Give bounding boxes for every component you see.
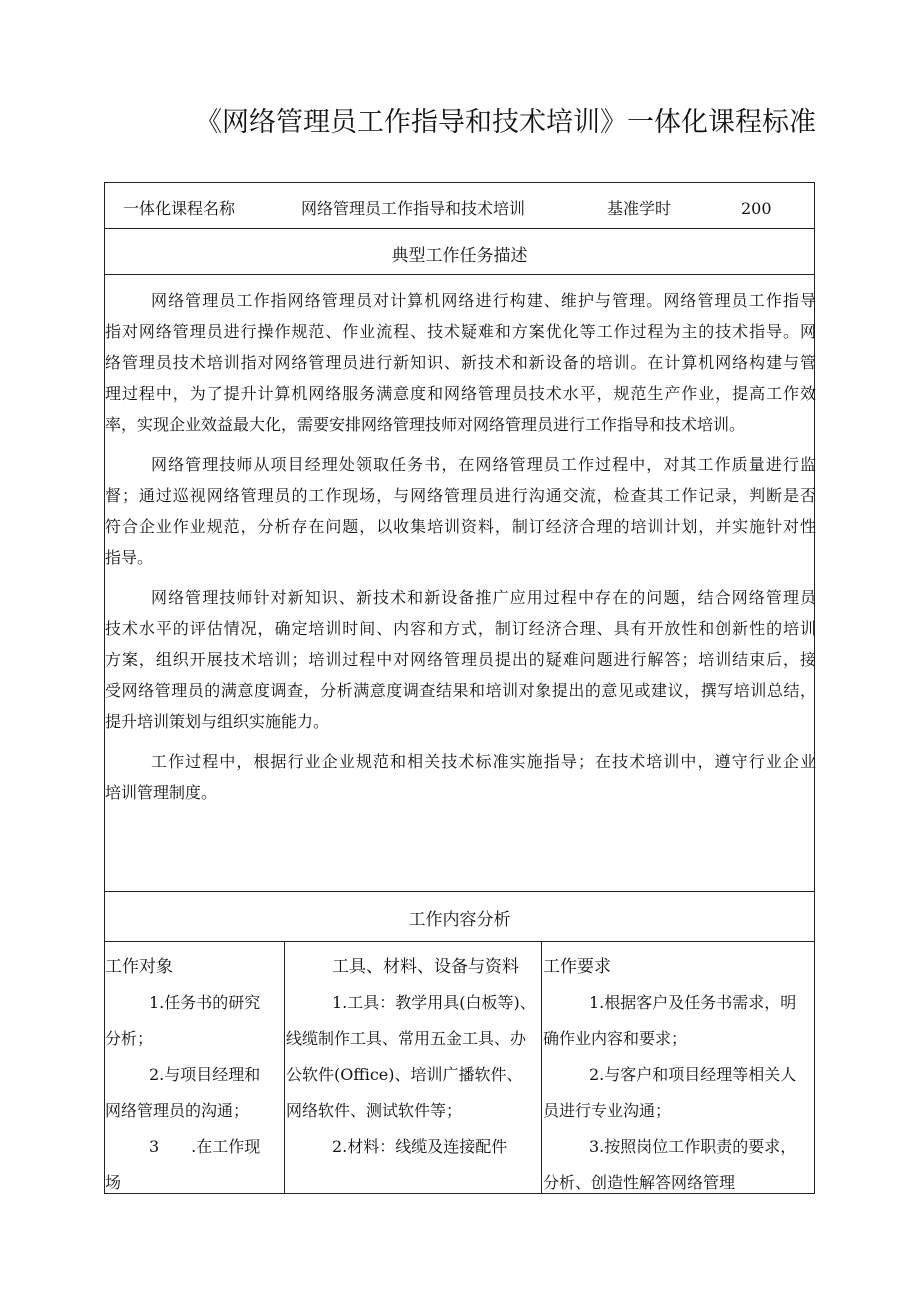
paragraph-1: 网络管理员工作指网络管理员对计算机网络进行构建、维护与管理。网络管理员工作指导 指对网络管理员进行操作规范、作业流程、技术疑难和方案优化等工作过程为主的技术指导。网 络管理员技术培训指对网络管理员进行新知识、新技术和新设备的培训。在计算机网络构建与管 理过程中，为了提升计算机网络服务满意度和网络管理员技术水平，规范生产作业，提高工作效 率，实现企业效益最大化，需要安排网络管理技师对网络管理员进行工作指导和技术培训。	[105, 291, 816, 434]
analysis-section-title: 工作内容分析	[408, 910, 511, 930]
row-divider	[105, 228, 814, 229]
paragraph-2: 网络管理技师从项目经理处领取任务书，在网络管理员工作过程中，对其工作质量进行监 督；通过巡视网络管理员的工作现场，与网络管理员进行沟通交流，检查其工作记录，判断是否 符合企业作业规范，分析存在问题，以收集培训资料，制订经济合理的培训计划，并实施针对性 指导。	[105, 455, 816, 567]
paragraph-4: 工作过程中，根据行业企业规范和相关技术标准实施指导；在技术培训中，遵守行业企业 培训管理制度。	[105, 752, 816, 802]
column-divider	[284, 941, 285, 1193]
hours-label: 基准学时	[607, 199, 672, 218]
task-description	[105, 285, 816, 808]
course-name-label: 一体化课程名称	[123, 199, 236, 218]
task-section-title: 典型工作任务描述	[391, 246, 528, 266]
document-title: 《网络管理员工作指导和技术培训》一体化课程标准	[195, 107, 816, 138]
course-standard-table	[104, 182, 815, 1194]
work-object-header: 工作对象	[105, 957, 173, 977]
row-divider	[105, 891, 814, 892]
column-divider	[541, 941, 542, 1193]
course-name-value: 网络管理员工作指导和技术培训	[301, 199, 526, 218]
row-divider	[105, 941, 814, 942]
work-object-column: 工作对象 1.任务书的研究 分析； 2.与项目经理和 网络管理员的沟通； 3 .在工作现 场	[105, 949, 283, 1201]
hours-value: 200	[741, 199, 772, 218]
work-requirements-column: 工作要求 1.根据客户及任务书需求，明 确作业内容和要求； 2.与客户和项目经理等相关人 员进行专业沟通； 3.按照岗位工作职责的要求， 分析、创造性解答网络管理	[543, 949, 815, 1201]
tools-materials-header: 工具、材料、设备与资料	[332, 957, 519, 977]
paragraph-3: 网络管理技师针对新知识、新技术和新设备推广应用过程中存在的问题，结合网络管理员 技术水平的评估情况，确定培训时间、内容和方式，制订经济合理、具有开放性和创新性的培训 方案，组织开展技术培训；培训过程中对网络管理员提出的疑难问题进行解答；培训结束后，接 受网络管理员的满意度调查，分析满意度调查结果和培训对象提出的意见或建议，撰写培训总结， 提升培训策划与组织实施能力。	[105, 588, 816, 731]
row-divider	[105, 274, 814, 275]
tools-materials-column: 工具、材料、设备与资料 1.工具：教学用具(白板等)、 线缆制作工具、常用五金工具、办 公软件(Office)、培训广播软件、 网络软件、测试软件等； 2.材料：线缆及连接配件	[286, 949, 540, 1165]
work-requirements-header: 工作要求	[543, 957, 611, 977]
